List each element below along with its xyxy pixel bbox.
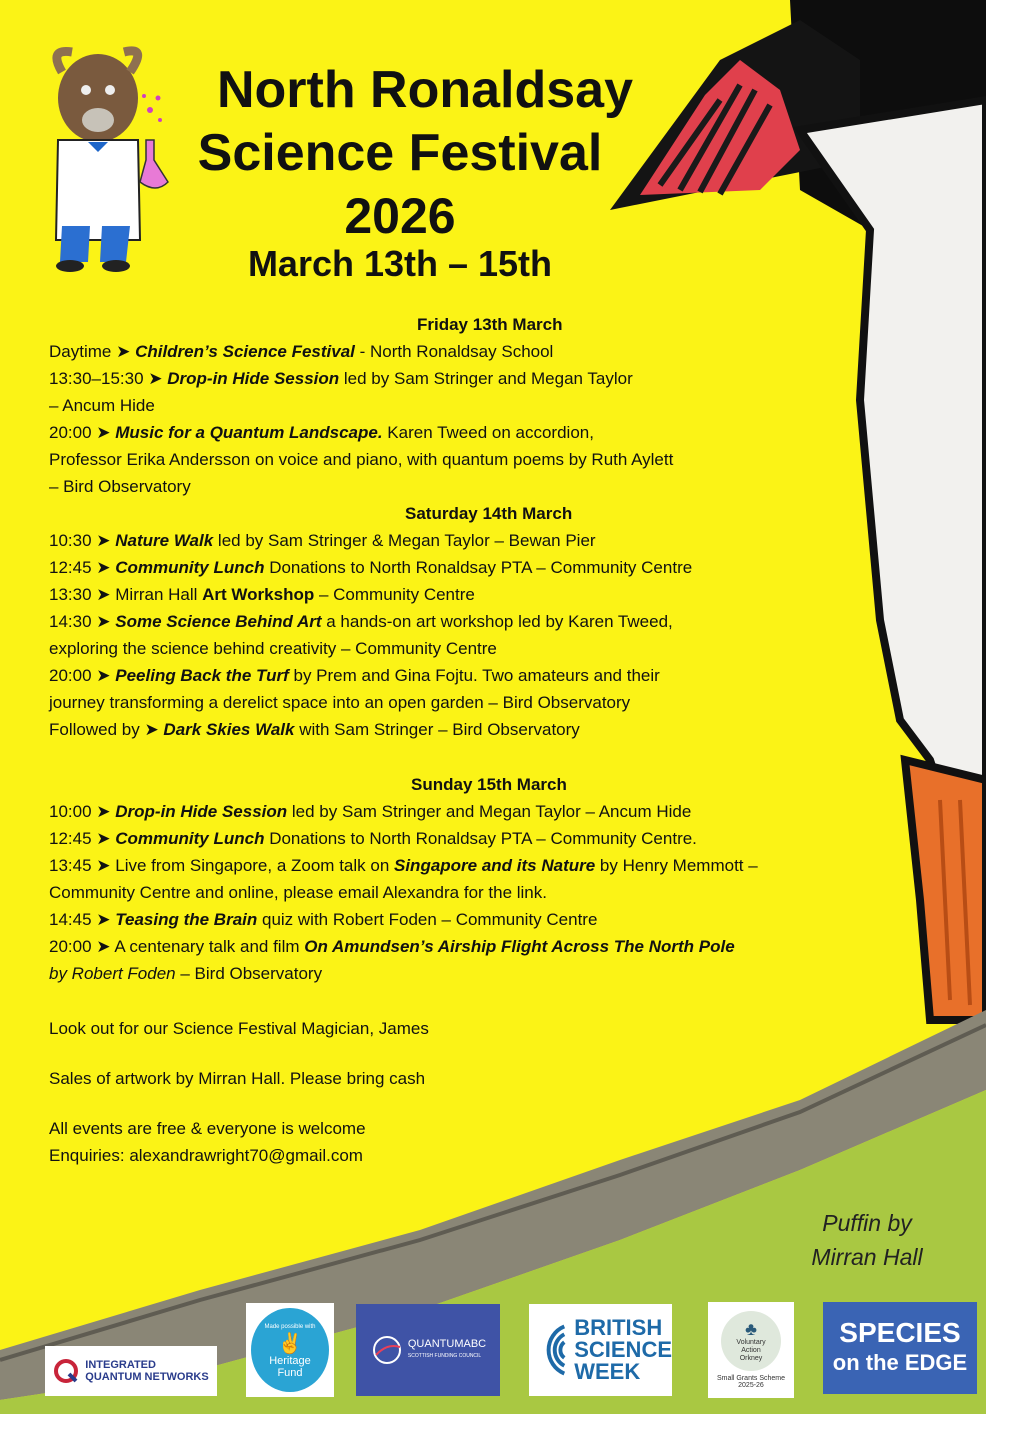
vao-scheme: Small Grants Scheme (716, 1375, 786, 1382)
event-detail: Live from Singapore, a Zoom talk on (115, 856, 394, 875)
hf-line-1: Heritage (269, 1355, 311, 1367)
event-detail: by Robert Foden (49, 964, 176, 983)
note-artwork: Sales of artwork by Mirran Hall. Please bring cash (49, 1069, 426, 1088)
bsw-line-3: WEEK (574, 1359, 641, 1384)
british-science-week-logo (529, 1304, 672, 1396)
event-title: Music for a Quantum Landscape. (115, 423, 383, 442)
festival-dates: March 13th – 15th (247, 243, 553, 284)
quantum-title: QUANTUMABC (407, 1338, 487, 1350)
event-detail: – Ancum Hide (49, 396, 155, 415)
schedule-line (49, 365, 809, 392)
event-time: 12:45 (49, 558, 92, 577)
quantum-subtitle: SCOTTISH FUNDING COUNCIL (407, 1353, 482, 1359)
day-heading: Saturday 14th March (405, 504, 573, 523)
arrow-icon: ➤ (91, 802, 116, 821)
title-line-1: North Ronaldsay (216, 61, 634, 119)
soe-line-1: SPECIES (839, 1317, 961, 1348)
puffin-credit (792, 1206, 942, 1274)
schedule-line (49, 689, 809, 716)
bsw-line-1: BRITISH (574, 1315, 663, 1340)
event-detail: Mirran Hall (115, 585, 203, 604)
event-time: 10:00 (49, 802, 92, 821)
vao-year: 2025-26 (738, 1382, 764, 1389)
event-time: Followed by (49, 720, 140, 739)
iqn-line-2: QUANTUM NETWORKS (85, 1371, 209, 1383)
event-detail: led by Sam Stringer and Megan Taylor – Ancum Hide (287, 802, 692, 821)
schedule-line (49, 338, 809, 365)
schedule-line (49, 473, 809, 500)
event-detail: quiz with Robert Foden – Community Centre (257, 910, 598, 929)
arrow-icon: ➤ (91, 666, 116, 685)
event-time: 13:45 (49, 856, 92, 875)
title-year: 2026 (344, 188, 456, 244)
event-time: 12:45 (49, 829, 92, 848)
schedule-line (49, 581, 809, 608)
event-detail: A centenary talk and film (114, 937, 305, 956)
quantum-abc-logo (356, 1304, 500, 1396)
event-detail: led by Sam Stringer & Megan Taylor – Bewan Pier (213, 531, 596, 550)
soe-line-2: on the EDGE (832, 1350, 968, 1375)
quantum-circle-icon (370, 1333, 404, 1367)
iqn-line-1: INTEGRATED (85, 1359, 156, 1371)
event-detail: exploring the science behind creativity – Community Centre (49, 639, 497, 658)
schedule-line (49, 825, 809, 852)
spacer (49, 987, 809, 1015)
species-on-the-edge-logo (823, 1302, 977, 1394)
schedule-line (49, 527, 809, 554)
event-detail: Art Workshop (202, 585, 315, 604)
event-detail: a hands-on art workshop led by Karen Tweed, (321, 612, 673, 631)
day-heading: Friday 13th March (417, 315, 563, 334)
arrow-icon: ➤ (91, 558, 116, 577)
event-detail: led by Sam Stringer and Megan Taylor (339, 369, 633, 388)
schedule-line (49, 608, 809, 635)
note-magician: Look out for our Science Festival Magician, James (49, 1019, 429, 1038)
event-detail: by Henry Memmott – (595, 856, 758, 875)
arrow-icon: ➤ (91, 829, 116, 848)
event-time: 14:30 (49, 612, 92, 631)
event-detail: – Bird Observatory (175, 964, 323, 983)
event-time: 13:30 (49, 585, 92, 604)
arrow-icon: ➤ (111, 342, 136, 361)
event-title: Drop-in Hide Session (167, 369, 340, 388)
event-title: Drop-in Hide Session (115, 802, 288, 821)
clover-icon: ♣ (745, 1319, 757, 1339)
note-free: All events are free & everyone is welcome (49, 1119, 366, 1138)
event-title: Teasing the Brain (115, 910, 258, 929)
event-time: 13:30–15:30 (49, 369, 144, 388)
event-time: 14:45 (49, 910, 92, 929)
event-title: On Amundsen’s Airship Flight Across The North Pole (304, 937, 735, 956)
event-detail: Donations to North Ronaldsay PTA – Community Centre (264, 558, 693, 577)
event-detail: – Bird Observatory (49, 477, 191, 496)
voluntary-action-orkney-logo (708, 1302, 794, 1398)
event-time: 10:30 (49, 531, 92, 550)
event-detail: Karen Tweed on accordion, (382, 423, 594, 442)
credit-line-1: Puffin by (822, 1210, 912, 1236)
arrow-icon: ➤ (91, 612, 116, 631)
bsw-line-2: SCIENCE (574, 1337, 672, 1362)
note-enquiries: Enquiries: alexandrawright70@gmail.com (49, 1146, 363, 1165)
arrow-icon: ➤ (91, 531, 116, 550)
vao-line-3: Orkney (739, 1355, 763, 1362)
day-heading: Sunday 15th March (411, 775, 567, 794)
schedule (49, 311, 809, 1169)
schedule-line (49, 635, 809, 662)
event-detail: - North Ronaldsay School (354, 342, 554, 361)
event-detail: with Sam Stringer – Bird Observatory (294, 720, 580, 739)
integrated-quantum-networks-logo (45, 1346, 217, 1396)
event-detail: journey transforming a derelict space into an open garden – Bird Observatory (49, 693, 631, 712)
event-detail: – Community Centre (314, 585, 475, 604)
hf-small-text: Made possible with (264, 1324, 316, 1330)
event-title: Children’s Science Festival (135, 342, 355, 361)
schedule-line (49, 662, 809, 689)
event-time: 20:00 (49, 937, 92, 956)
schedule-line (49, 716, 809, 743)
event-detail: Community Centre and online, please email Alexandra for the link. (49, 883, 547, 902)
event-detail: by Prem and Gina Fojtu. Two amateurs and their (288, 666, 660, 685)
event-title: Community Lunch (115, 829, 265, 848)
arrow-icon: ➤ (91, 937, 115, 956)
schedule-line (49, 554, 809, 581)
schedule-line (49, 392, 809, 419)
title-line-2: Science Festival (197, 124, 603, 182)
spacer (49, 743, 809, 771)
arrow-icon: ➤ (91, 910, 116, 929)
event-detail: Donations to North Ronaldsay PTA – Community Centre. (264, 829, 697, 848)
hf-line-2: Fund (277, 1367, 303, 1379)
schedule-line (49, 446, 809, 473)
schedule-line (49, 960, 809, 987)
event-title: Singapore and its Nature (394, 856, 596, 875)
arrow-icon: ➤ (143, 369, 168, 388)
crossed-fingers-icon: ✌ (277, 1333, 303, 1355)
arrow-icon: ➤ (91, 585, 116, 604)
event-title: Dark Skies Walk (163, 720, 295, 739)
event-title: Peeling Back the Turf (115, 666, 289, 685)
heritage-fund-logo (246, 1303, 334, 1397)
schedule-line (49, 906, 809, 933)
arrow-icon: ➤ (139, 720, 164, 739)
vao-line-2: Action (741, 1347, 761, 1354)
arrow-icon: ➤ (91, 856, 116, 875)
bsw-arcs-icon (529, 1320, 568, 1380)
event-time: Daytime (49, 342, 112, 361)
goat-scientist-mascot (56, 51, 168, 272)
event-title: Nature Walk (115, 531, 214, 550)
schedule-line (49, 419, 809, 446)
schedule-line (49, 852, 809, 879)
event-title: Some Science Behind Art (115, 612, 322, 631)
vao-line-1: Voluntary (736, 1339, 766, 1346)
credit-line-2: Mirran Hall (811, 1244, 923, 1270)
schedule-line (49, 879, 809, 906)
arrow-icon: ➤ (91, 423, 116, 442)
iqn-q-icon (53, 1358, 79, 1384)
event-title: Community Lunch (115, 558, 265, 577)
event-time: 20:00 (49, 666, 92, 685)
schedule-line (49, 798, 809, 825)
schedule-line (49, 933, 809, 960)
event-time: 20:00 (49, 423, 92, 442)
event-detail: Professor Erika Andersson on voice and piano, with quantum poems by Ruth Aylett (49, 450, 674, 469)
